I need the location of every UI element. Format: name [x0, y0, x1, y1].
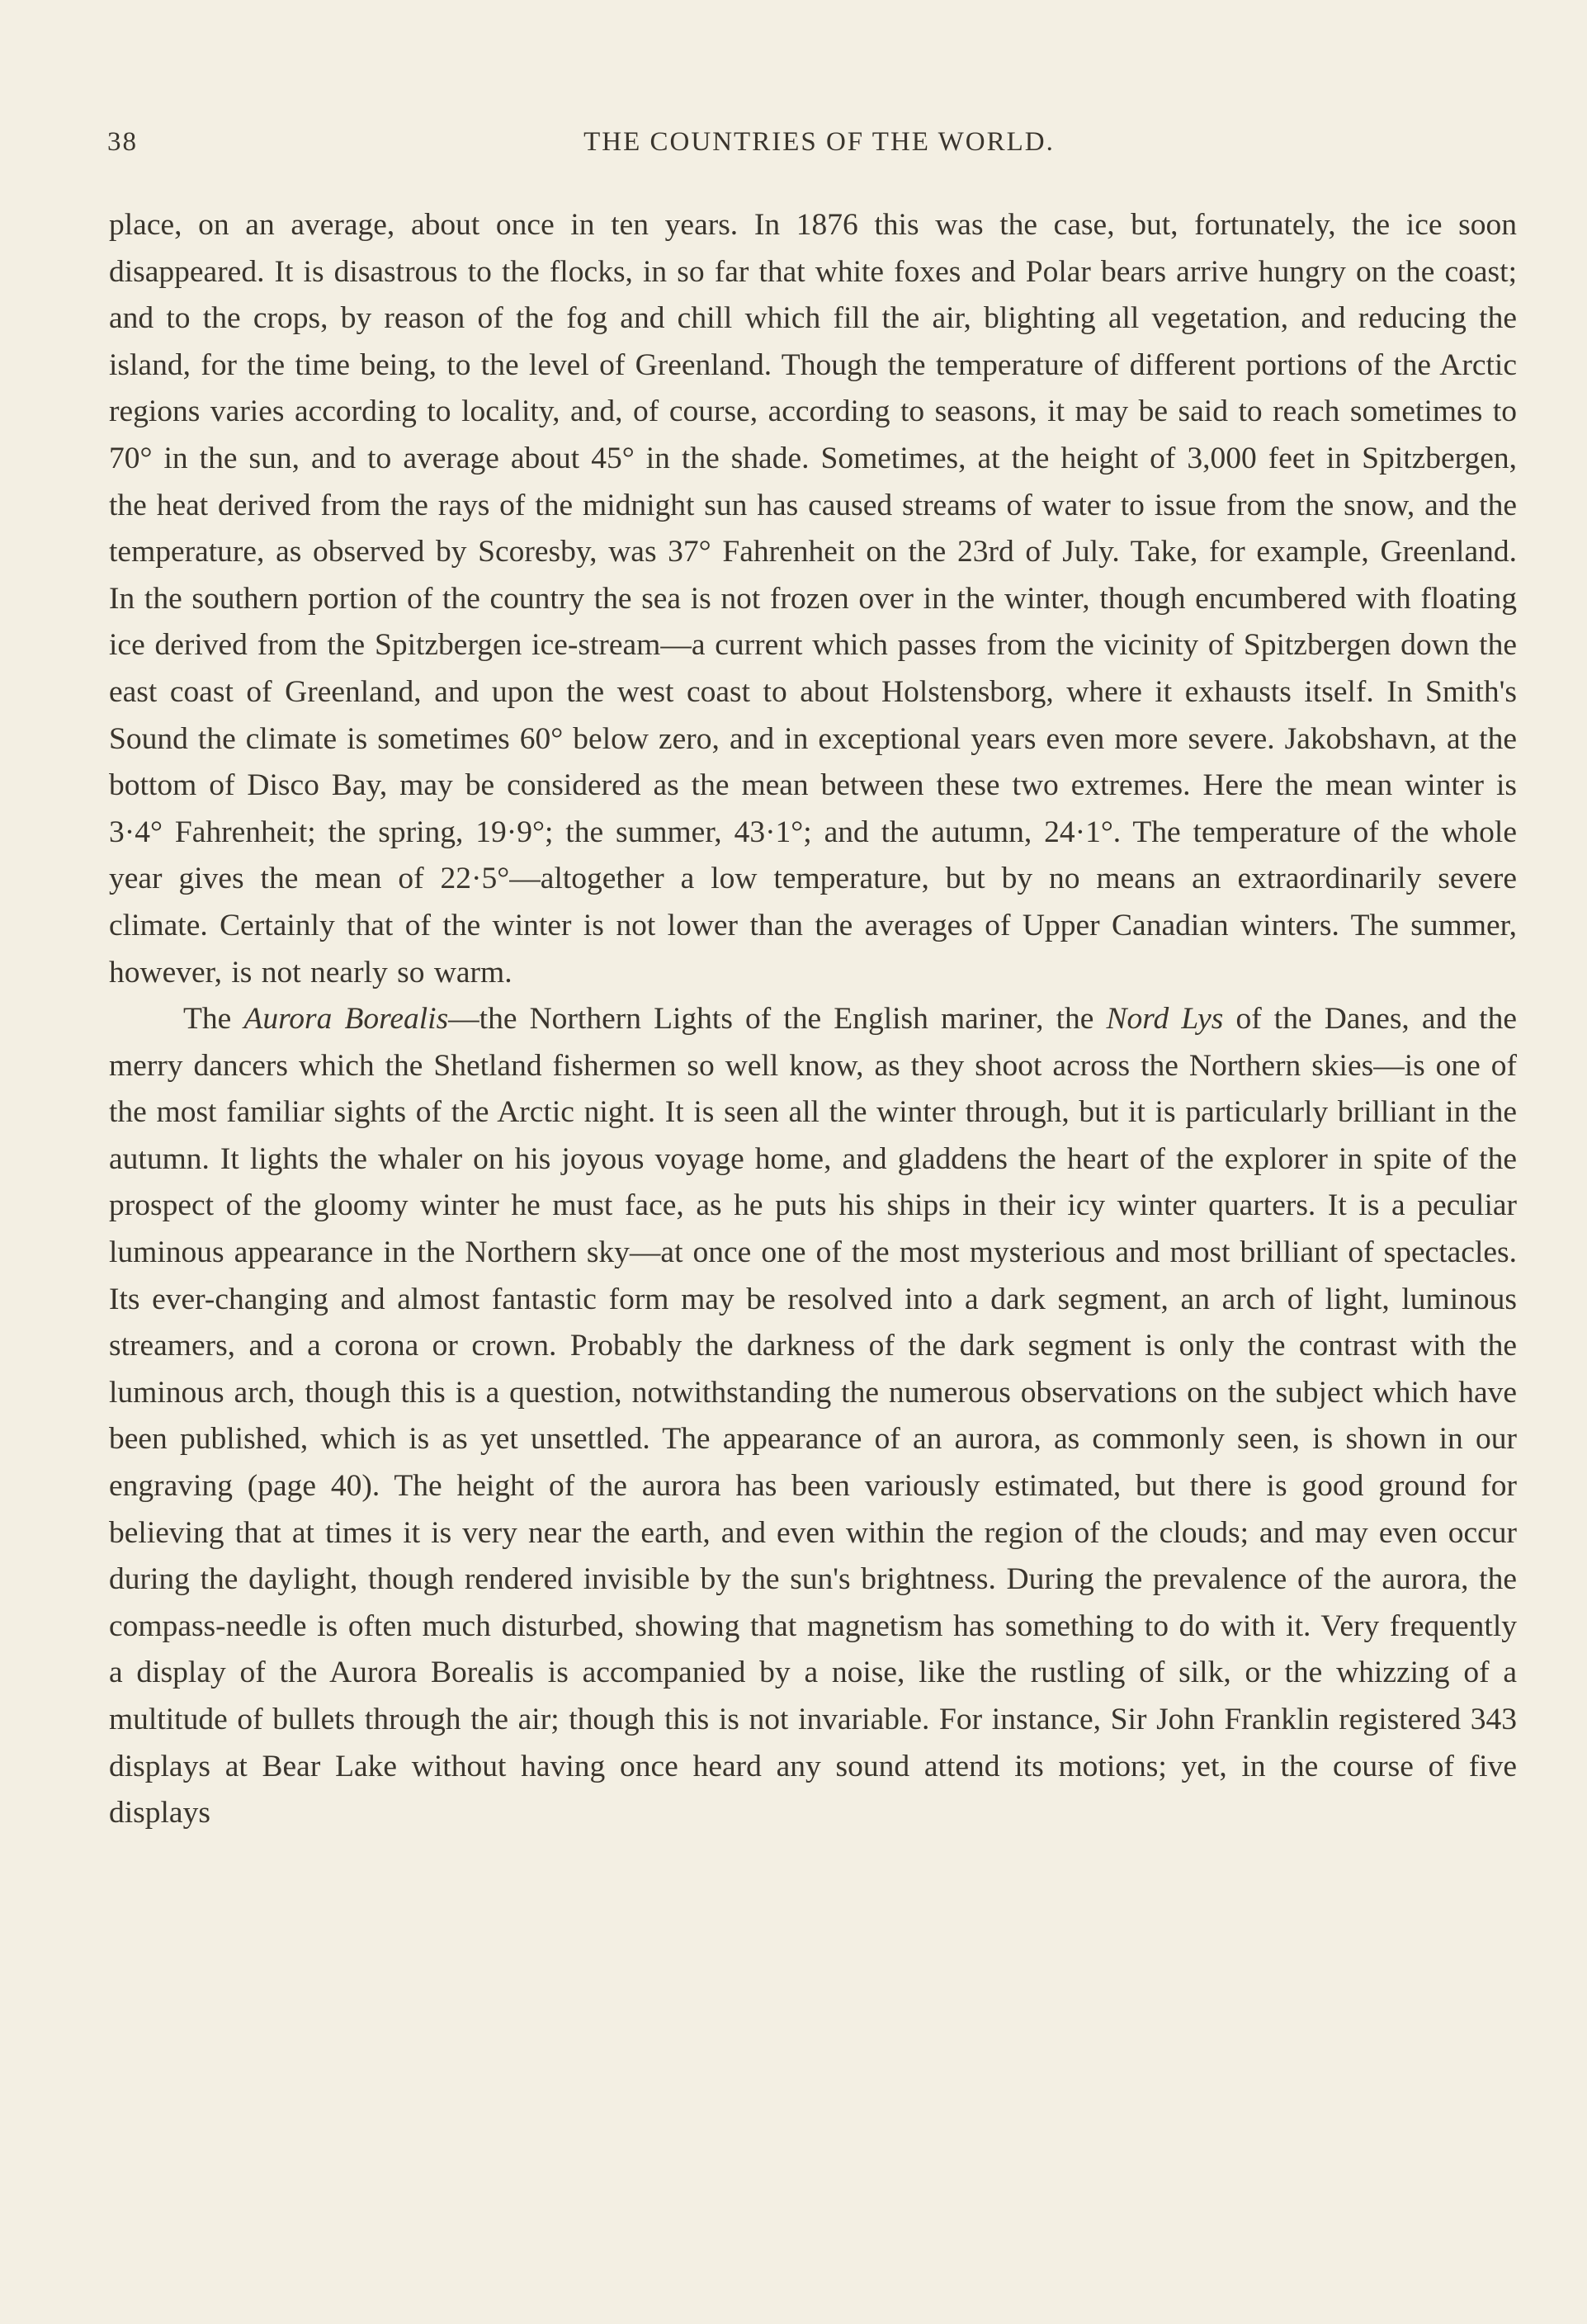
paragraph-aurora-rest: of the Danes, and the merry dancers which the Shetland fishermen so well know, as they shoot across the Northern skies—is one of the most familiar sights of the Arctic night. It is seen all the winter through, but it is particularly brilliant in the autumn. It lights the whaler on his joyous voyage home, and gladdens the heart of the explorer in spite of the prospect of the gloomy winter he must face, as he puts his ships in their icy winter quarters. It is a peculiar luminous appearance in the Northern sky—at once one of the most mysterious and most brilliant of spectacles. Its ever-changing and almost fantastic form may be resolved into a dark segment, an arch of light, luminous streamers, and a corona or crown. Probably the darkness of the dark segment is only the contrast with the luminous arch, though this is a question, notwithstanding the numerous observations on the subject which have been published, which is as yet unsettled. The appearance of an aurora, as commonly seen, is shown in our engraving (page 40). The height of the aurora has been variously estimated, but there is good ground for believing that at times it is very near the earth, and even within the region of the clouds; and may even occur during the daylight, though rendered invisible by the sun's brightness. During the prevalence of the aurora, the compass-needle is often much disturbed, showing that magnetism has something to do with it. Very frequently a display of the Aurora Borealis is accompanied by a noise, like the rustling of silk, or the whizzing of a multitude of bullets through the air; though this is not invariable. For instance, Sir John Franklin registered 343 displays at Bear Lake without having once heard any sound attend its motions; yet, in the course of five displays	[109, 1002, 1517, 1830]
paragraph-aurora-lead: The	[183, 1002, 244, 1037]
paragraph-aurora-part2: —the Northern Lights of the English mariner, the	[448, 1002, 1107, 1037]
running-title: THE COUNTRIES OF THE WORLD.	[583, 127, 1055, 157]
running-header	[107, 127, 1531, 160]
aurora-borealis-italic: Aurora Borealis	[243, 1002, 449, 1037]
body-text	[109, 202, 1517, 1837]
page-number: 38	[107, 127, 138, 157]
nord-lys-italic: Nord Lys	[1106, 1002, 1224, 1037]
paragraph-aurora	[109, 996, 1517, 1837]
paragraph-climate: place, on an average, about once in ten years. In 1876 this was the case, but, fortunately, the ice soon disappeared. It is disastrous to the flocks, in so far that white foxes and Polar bears arrive hungry on the coast; and to the crops, by reason of the fog and chill which fill the air, blighting all vegetation, and reducing the island, for the time being, to the level of Greenland. Though the temperature of different portions of the Arctic regions varies according to locality, and, of course, according to seasons, it may be said to reach sometimes to 70° in the sun, and to average about 45° in the shade. Sometimes, at the height of 3,000 feet in Spitzbergen, the heat derived from the rays of the midnight sun has caused streams of water to issue from the snow, and the temperature, as observed by Scoresby, was 37° Fahrenheit on the 23rd of July. Take, for example, Greenland. In the southern portion of the country the sea is not frozen over in the winter, though encumbered with floating ice derived from the Spitzbergen ice-stream—a current which passes from the vicinity of Spitzbergen down the east coast of Greenland, and upon the west coast to about Holstensborg, where it exhausts itself. In Smith's Sound the climate is sometimes 60° below zero, and in exceptional years even more severe. Jakobshavn, at the bottom of Disco Bay, may be considered as the mean between these two extremes. Here the mean winter is 3·4° Fahrenheit; the spring, 19·9°; the summer, 43·1°; and the autumn, 24·1°. The temperature of the whole year gives the mean of 22·5°—altogether a low temperature, but by no means an extraordinarily severe climate. Certainly that of the winter is not lower than the averages of Upper Canadian winters. The summer, however, is not nearly so warm.	[109, 208, 1517, 990]
